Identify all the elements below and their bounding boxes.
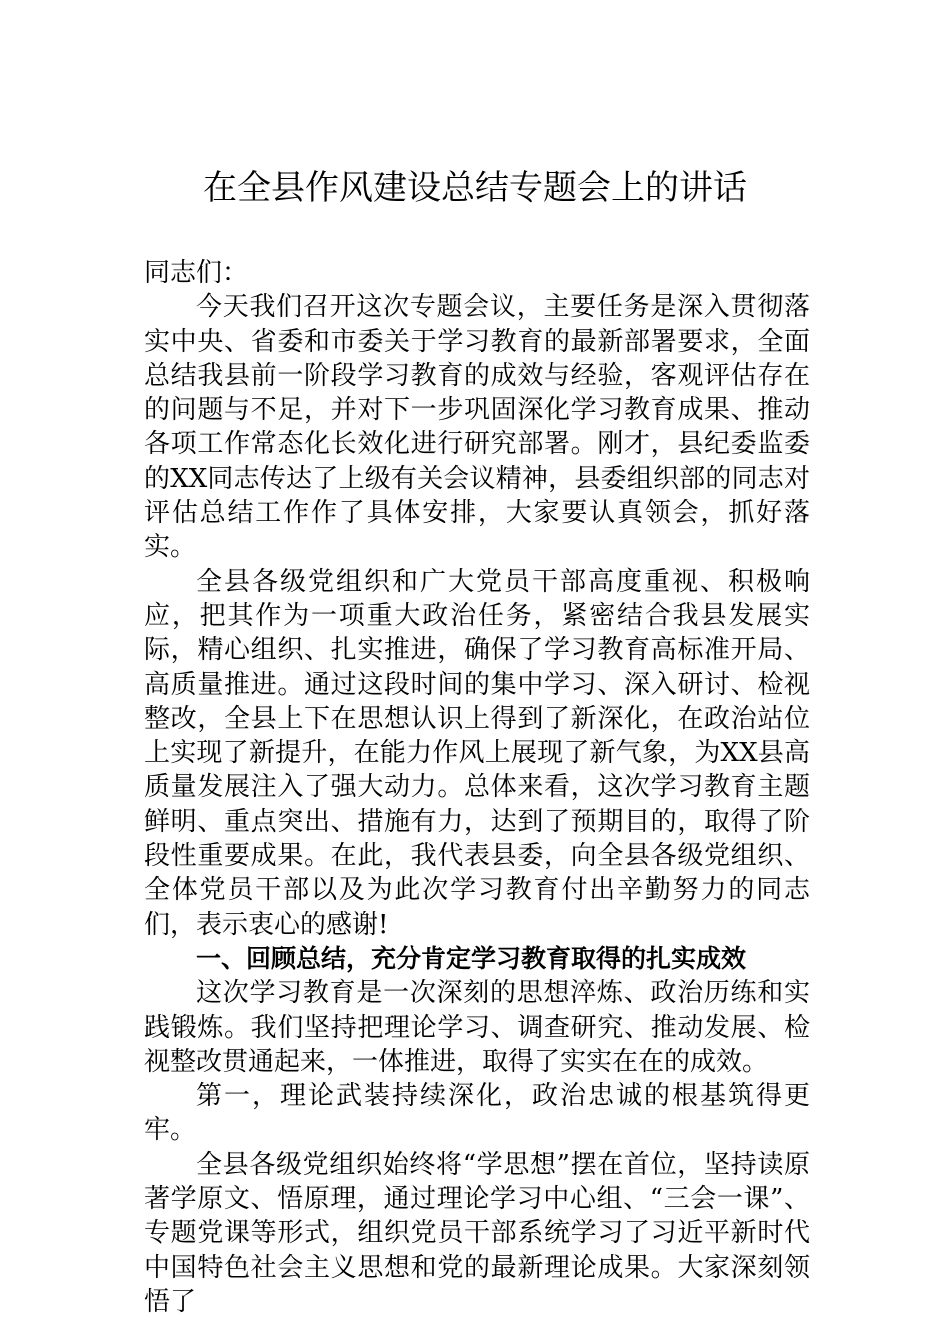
paragraph-point-1: 第一，理论武装持续深化，政治忠诚的根基筑得更牢。	[144, 1081, 810, 1146]
document-body	[144, 256, 810, 1319]
paragraph-section-intro: 这次学习教育是一次深刻的思想淬炼、政治历练和实践锻炼。我们坚持把理论学习、调查研究、推动发展、检视整改贯通起来，一体推进，取得了实实在在的成效。	[144, 978, 810, 1077]
salutation: 同志们：	[144, 258, 249, 288]
document-title: 在全县作风建设总结专题会上的讲话	[203, 168, 747, 208]
paragraph-point-1-detail: 全县各级党组织始终将“学思想”摆在首位，坚持读原著学原文、悟原理，通过理论学习中心组、“三会一课”、专题党课等形式，组织党员干部系统学习了习近平新时代中国特色社会主义思想和党的最新理论成果。大家深刻领悟了	[144, 1149, 810, 1317]
section-heading-1: 一、回顾总结，充分肯定学习教育取得的扎实成效	[196, 943, 747, 973]
paragraph-overview: 全县各级党组织和广大党员干部高度重视、积极响应，把其作为一项重大政治任务，紧密结合我县发展实际，精心组织、扎实推进，确保了学习教育高标准开局、高质量推进。通过这段时间的集中学习、深入研讨、检视整改，全县上下在思想认识上得到了新深化，在政治站位上实现了新提升，在能力作风上展现了新气象，为XX县高质量发展注入了强大动力。总体来看，这次学习教育主题鲜明、重点突出、措施有力，达到了预期目的，取得了阶段性重要成果。在此，我代表县委，向全县各级党组织、全体党员干部以及为此次学习教育付出辛勤努力的同志们，表示衷心的感谢!	[144, 566, 810, 940]
paragraph-opening: 今天我们召开这次专题会议，主要任务是深入贯彻落实中央、省委和市委关于学习教育的最新部署要求，全面总结我县前一阶段学习教育的成效与经验，客观评估存在的问题与不足，并对下一步巩固深化学习教育成果、推动各项工作常态化长效化进行研究部署。刚才，县纪委监委的XX同志传达了上级有关会议精神，县委组织部的同志对评估总结工作作了具体安排，大家要认真领会，抓好落实。	[144, 292, 810, 563]
